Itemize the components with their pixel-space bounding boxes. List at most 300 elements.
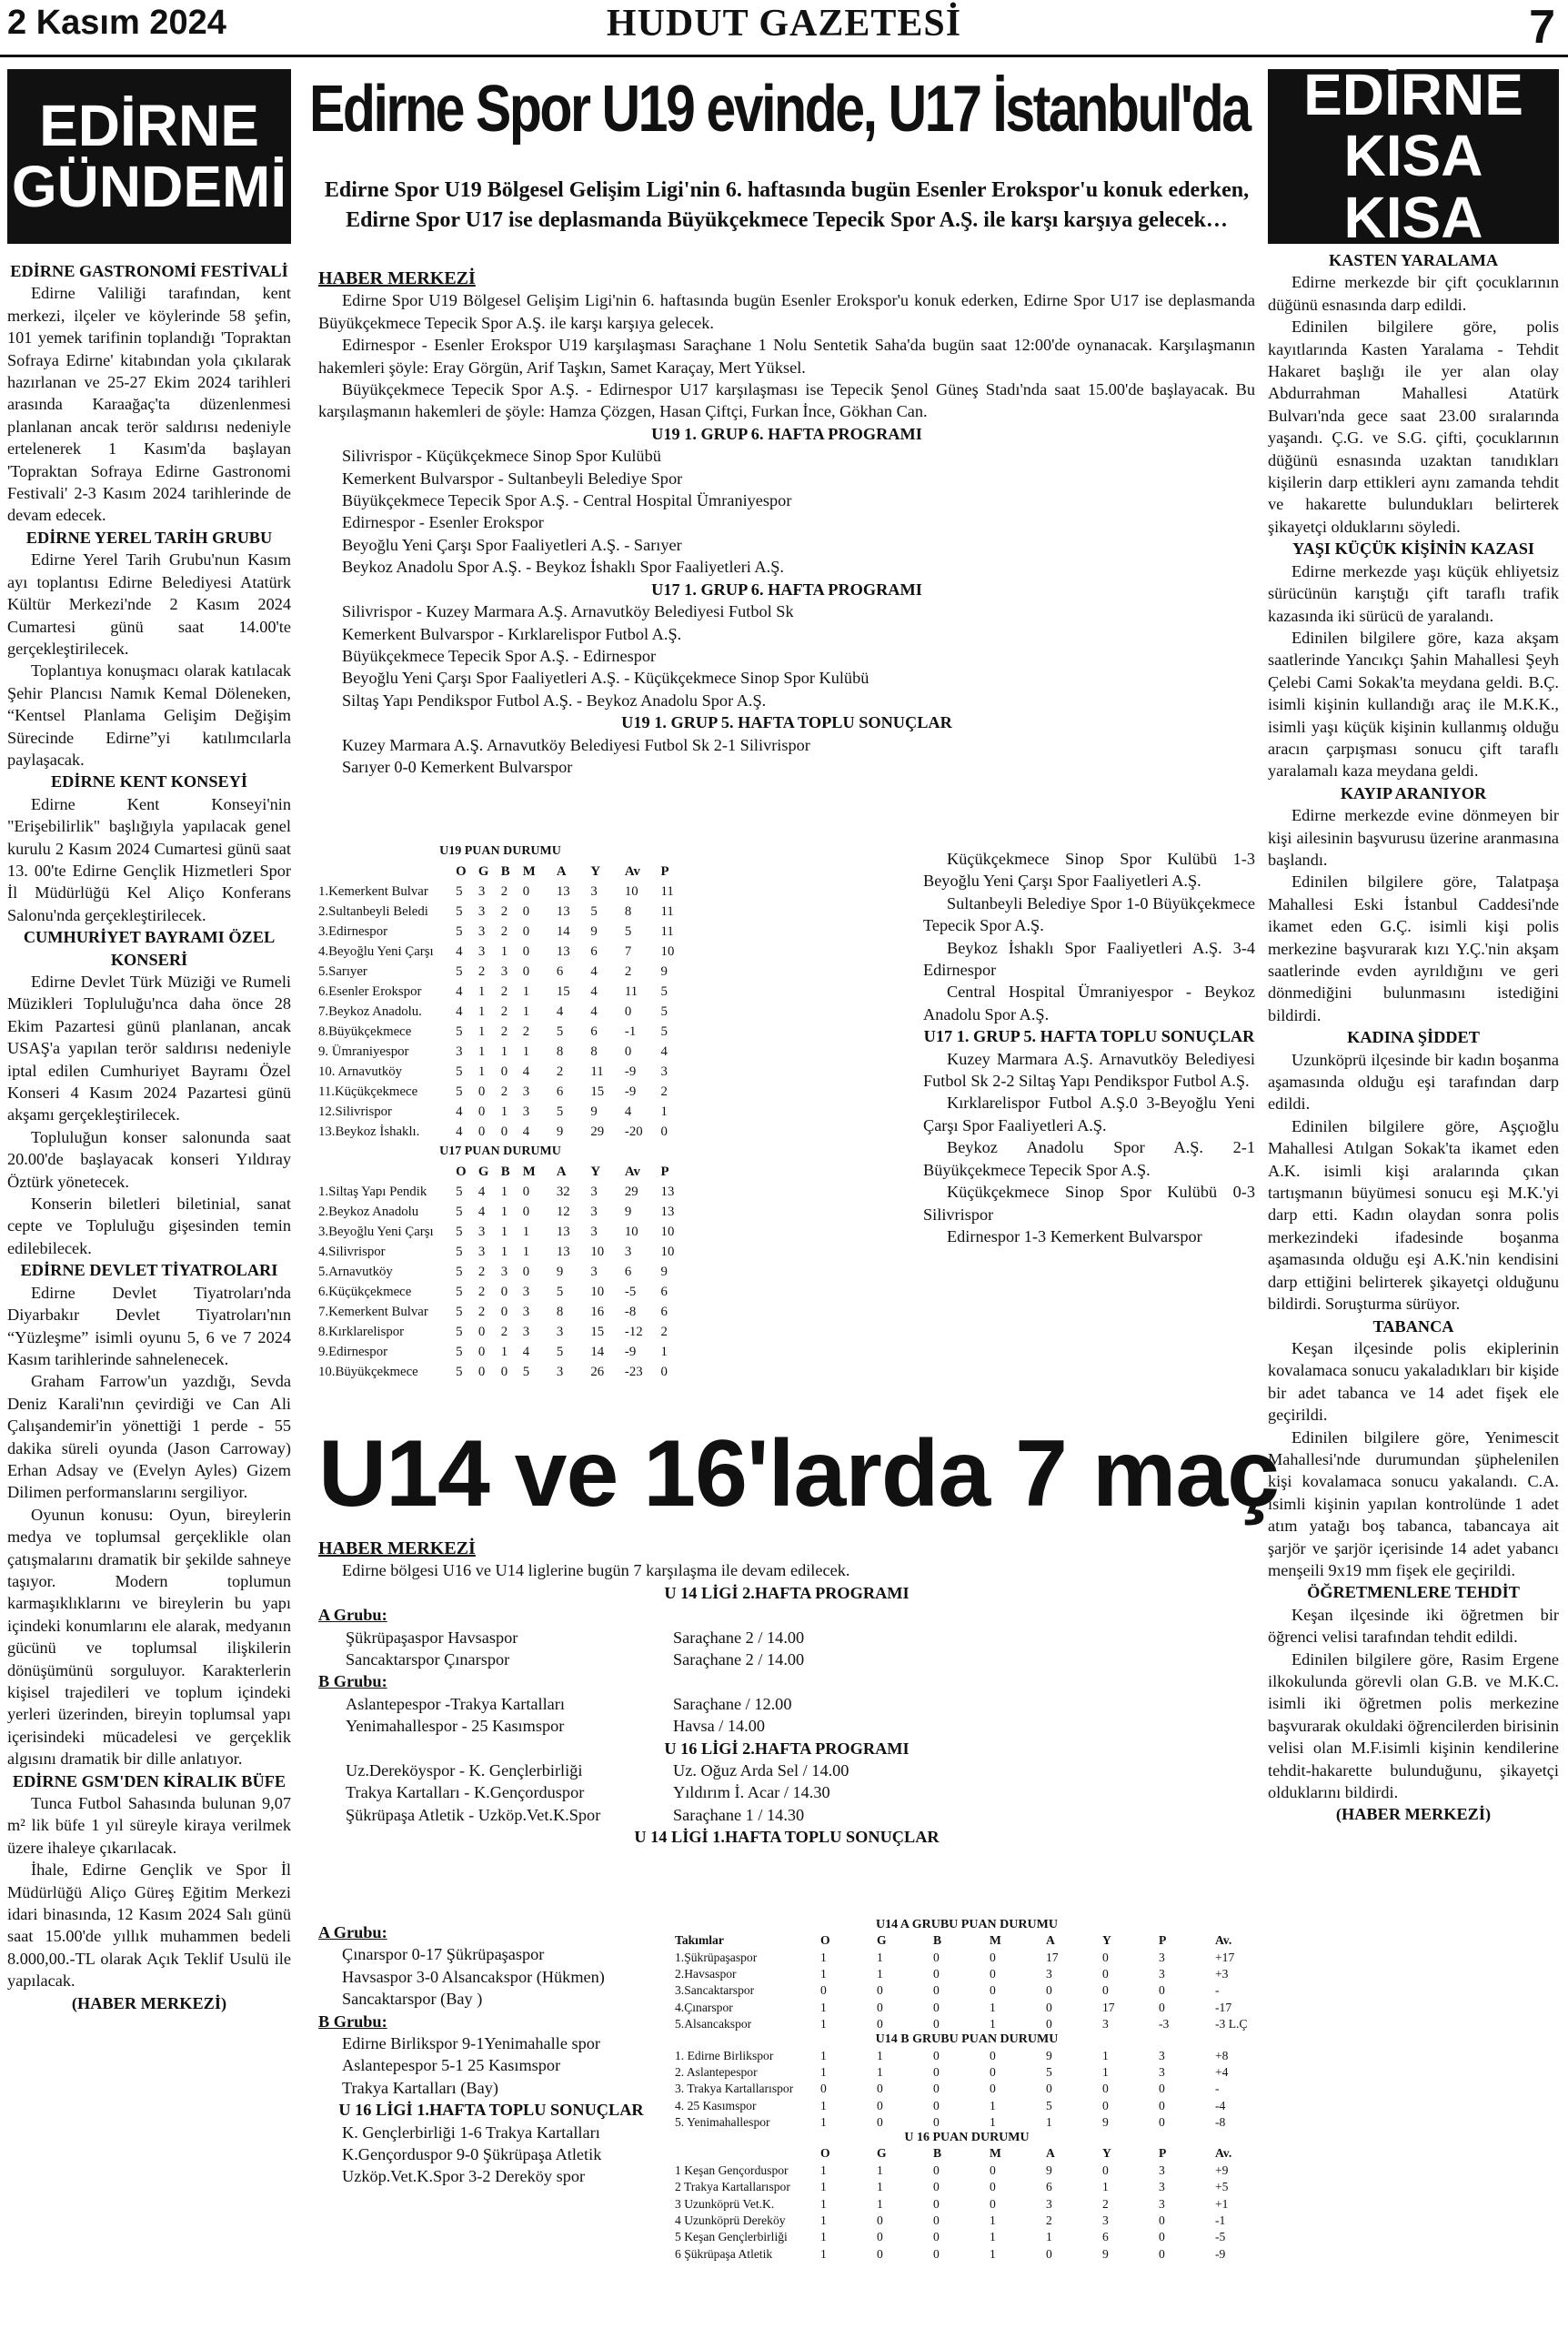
table-cell: 5 [456, 1325, 463, 1339]
table-cell: -23 [624, 1365, 643, 1379]
u16-table-title: U 16 PUAN DURUMU [904, 2131, 1030, 2145]
table-cell: 1 [500, 1245, 508, 1259]
table-cell: 1 [522, 1245, 530, 1259]
u17-standings-table [318, 1162, 682, 1382]
table-cell: 5 Keşan Gençlerbirliği [675, 2230, 788, 2244]
text-line: Havsaspor 3-0 Alsancakspor (Hükmen) [342, 1967, 605, 1986]
table-cell: 1 [877, 2064, 883, 2079]
table-cell: 3 [477, 904, 486, 919]
table-row [675, 2246, 1259, 2263]
table-row [318, 1222, 682, 1242]
article2-body [318, 1538, 1255, 1849]
table-cell: A [556, 1164, 567, 1179]
table-cell: 1 [820, 2098, 827, 2112]
table-cell: 1 [500, 1205, 508, 1219]
table-cell: 1 [522, 1044, 530, 1059]
article1-paragraphs [318, 289, 1255, 422]
news-paragraph: Edirne Valiliği tarafından, kent merkezi, ilçeler ve köylerinde 58 şefin, 101 yemek tarifinin toplandığı 'Topraktan Sofraya Edirne' kitabından yola çıkılarak hazırlanan ve 25-27 Ekim 2024 tarihleri arasında Karaağaç'ta düzenlenmesi planlanan ancak terör saldırısı nedeniyle ertelenerek 1 Kasım'da başlayan 'Topraktan Sofraya Edirne Gastronomi Festivali' 2-3 Kasım 2024 tarihlerinde de devam edecek. [7, 284, 291, 525]
table-cell: 5 [660, 1004, 668, 1019]
table-row [318, 1122, 682, 1142]
fixture-row [318, 1759, 1255, 1781]
table-cell: 0 [820, 2082, 827, 2096]
table-cell: 0 [1159, 1983, 1165, 1998]
table-cell: -9 [624, 1084, 637, 1099]
table-cell: 0 [877, 2000, 883, 2014]
table-cell: 5.Arnavutköy [318, 1265, 393, 1279]
u14a-table-title: U14 A GRUBU PUAN DURUMU [876, 1918, 1058, 1931]
table-cell: 6 [1046, 2180, 1052, 2194]
table-cell: 0 [1159, 2246, 1165, 2261]
table-cell: 8 [556, 1044, 564, 1059]
table-cell: 4.Silivrispor [318, 1245, 386, 1259]
u17-table-title: U17 PUAN DURUMU [439, 1144, 561, 1158]
table-cell: 0 [933, 2115, 940, 2130]
banner-line: EDİRNE [1303, 62, 1523, 128]
u14b-standings-table [675, 2047, 1259, 2131]
table-row [318, 1102, 682, 1122]
table-cell: 1 [877, 2180, 883, 2194]
table-cell: 0 [990, 1950, 996, 1964]
table-cell: 2.Havsaspor [675, 1966, 737, 1981]
table-cell: 1 [990, 2246, 996, 2261]
table-cell: 2 [477, 1305, 486, 1319]
table-cell: 5 [1046, 2064, 1052, 2079]
table-cell: 0 [477, 1124, 486, 1139]
table-cell: 6 [624, 1265, 632, 1279]
u16-results [318, 2122, 664, 2188]
table-cell: 8 [556, 1305, 564, 1319]
table-cell: B [933, 1933, 942, 1948]
table-cell: G [877, 2146, 887, 2161]
u19-program-list [318, 445, 1255, 578]
table-cell: 1 [477, 1044, 486, 1059]
u14-a-fixtures [318, 1627, 1255, 1671]
table-cell: -8 [624, 1305, 637, 1319]
table-cell: 1 [1102, 2048, 1109, 2062]
text-line: Küçükçekmece Sinop Spor Kulübü 1-3 Beyoğlu Yeni Çarşı Spor Faaliyetleri A.Ş. [923, 850, 1255, 891]
table-cell: 0 [500, 1124, 508, 1139]
table-cell: 2 [556, 1064, 564, 1079]
table-cell: 13 [556, 1225, 570, 1239]
table-header-row [675, 1932, 1259, 1949]
news-paragraph: Topluluğun konser salonunda saat 20.00'de başlayacak konseri Yıldıray Öztürk yönetecek. [7, 1127, 291, 1191]
table-cell: 0 [1159, 2098, 1165, 2112]
article1-subhead: Edirne Spor U19 Bölgesel Gelişim Ligi'nin 6. haftasında bugün Esenler Erokspor'u konuk ederken, Edirne Spor U17 ise deplasmanda Büyükçekmece Tepecik Spor A.Ş. ile karşı karşıya gelecek… [324, 178, 1250, 232]
table-cell: 0 [933, 2163, 940, 2177]
table-cell: B [500, 1164, 510, 1179]
article1-results-continued [923, 848, 1255, 1247]
page-number: 7 [1529, 1, 1555, 54]
text-line: Beykoz Anadolu Spor A.Ş. - Beykoz İshaklı Spor Faaliyetleri A.Ş. [342, 558, 784, 577]
table-cell: 4 [456, 1124, 463, 1139]
table-cell: O [456, 1164, 467, 1179]
table-cell: 5 [660, 984, 668, 999]
table-cell: 0 [1102, 1983, 1109, 1998]
table-cell: 5.Alsancakspor [675, 2017, 752, 2032]
table-cell: 26 [590, 1365, 605, 1379]
u19-standings-table [318, 862, 682, 1142]
table-row [675, 2179, 1259, 2195]
table-cell: 0 [933, 1983, 940, 1998]
table-cell: 1 [500, 1225, 508, 1239]
u16-standings-table [675, 2145, 1259, 2263]
table-cell: Av [624, 1164, 640, 1179]
u16-fixtures [318, 1759, 1255, 1826]
standings-tables [318, 842, 682, 1382]
fixture-teams: Yenimahallespor - 25 Kasımspor [346, 1717, 565, 1736]
table-row [318, 1302, 682, 1322]
table-cell: 3 [556, 1365, 564, 1379]
table-cell: P [1159, 2146, 1167, 2161]
table-cell: 0 [1159, 2082, 1165, 2096]
table-cell: 3 Uzunköprü Vet.K. [675, 2196, 775, 2211]
table-cell: 5 [456, 1185, 463, 1199]
table-cell: 0 [1159, 2115, 1165, 2130]
fixture-venue: Saraçhane / 12.00 [673, 1694, 792, 1713]
table-cell: 1 [660, 1104, 668, 1119]
fixture-row [318, 1781, 1255, 1803]
text-line: Edirnespor 1-3 Kemerkent Bulvarspor [947, 1226, 1202, 1245]
table-row [675, 2163, 1259, 2179]
table-cell: 1 [877, 2196, 883, 2211]
table-cell: 0 [933, 2213, 940, 2228]
table-cell: 3 [1159, 2064, 1165, 2079]
newspaper-name: HUDUT GAZETESİ [606, 3, 962, 45]
table-cell: 12 [556, 1205, 570, 1219]
fixture-venue: Saraçhane 2 / 14.00 [673, 1628, 805, 1647]
u17-program-list [318, 600, 1255, 711]
table-cell: 32 [556, 1185, 570, 1199]
news-paragraph: Konserin biletleri biletinial, sanat cepte ve Topluluğu gişesinden temin edilebilecek. [7, 1195, 291, 1257]
news-paragraph: Tunca Futbol Sahasında bulunan 9,07 m² lik büfe 1 yıl süreyle kiraya verilmek üzere ihaleye çıkarılacak. [7, 1794, 291, 1857]
table-cell: 9 [1046, 2048, 1052, 2062]
table-cell: 0 [500, 1285, 508, 1299]
table-row [318, 1282, 682, 1302]
table-row [675, 2114, 1259, 2131]
table-cell: -17 [1215, 2000, 1232, 2014]
text-line: Büyükçekmece Tepecik Spor A.Ş. - Central Hospital Ümraniyespor [342, 491, 792, 510]
table-cell: 11 [660, 924, 674, 939]
table-cell: 15 [590, 1325, 605, 1339]
table-cell: 0 [477, 1325, 486, 1339]
table-cell: 3 [500, 1265, 508, 1279]
table-cell: 1 [990, 2115, 996, 2130]
table-cell: 8.Kırklarelispor [318, 1325, 405, 1339]
left-news-column [7, 260, 291, 2014]
news-paragraph: Edirne merkezde bir çift çocuklarının düğünü esnasında darp edildi. [1268, 273, 1559, 314]
table-cell: 1. Edirne Birlikspor [675, 2048, 774, 2062]
table-cell [675, 2145, 820, 2162]
table-cell: 0 [477, 1084, 486, 1099]
news-paragraph: Oyunun konusu: Oyun, bireylerin medya ve toplumsal gerçeklikle olan çatışmalarını dramatik bir şekilde sahneye taşıyor. Modern toplumun karmaşıklıklarını ve bireylerin bu yapı içindeki konumlarını ele alarak, medyanın gücünü ve toplumsal ilişkilerin dönüşümünü sorguluyor. Karakterlerin kişisel trajedileri ve toplum içindeki yerleri üzerinden, bireyin toplumsal yapı içerisindeki mücadelesi ve gerçeklik algısını dramatik bir dille anlatıyor. [7, 1505, 291, 1769]
table-cell: 1.Kemerkent Bulvar [318, 884, 428, 899]
table-cell: 4 [456, 984, 463, 999]
table-cell: 2 [1046, 2213, 1052, 2228]
u19-results-title: U19 1. GRUP 5. HAFTA TOPLU SONUÇLAR [621, 713, 952, 732]
table-cell: 0 [1046, 2000, 1052, 2014]
table-cell: 3 [590, 884, 598, 899]
table-cell: 9 [590, 1104, 598, 1119]
news-paragraph: Edinilen bilgilere göre, Talatpaşa Mahallesi Eski İstanbul Caddesi'nde ikamet eden G.Ç. isimli kişi polis merkezine başvurarak kızı Y.Ç.'nin akşam saatlerinde evden ayrıldığını ve geri dönmediğini bulunmasını istediğini bildirdi. [1268, 872, 1559, 1024]
table-cell: 1 [500, 1185, 508, 1199]
table-header-row [318, 862, 682, 882]
text-line: K. Gençlerbirliği 1-6 Trakya Kartalları [342, 2122, 600, 2142]
section-heading: KADINA ŞİDDET [1347, 1028, 1480, 1047]
table-cell: 15 [590, 1084, 605, 1099]
table-cell: 5 [556, 1104, 564, 1119]
article1-headline: Edirne Spor U19 evinde, U17 İstanbul'da [309, 73, 1250, 146]
table-cell: O [820, 1933, 830, 1948]
table-cell: 8 [624, 904, 632, 919]
table-cell: 13 [660, 1205, 675, 1219]
table-cell: 6 Şükrüpaşa Atletik [675, 2246, 773, 2261]
table-cell: 1 [990, 2017, 996, 2032]
edirne-gundemi-banner [7, 69, 291, 244]
table-cell: 1 [877, 2163, 883, 2177]
table-cell: 4 [590, 1004, 598, 1019]
table-cell: 10 [660, 1225, 675, 1239]
table-cell: 5 [624, 924, 632, 939]
table-cell: 3 [522, 1084, 530, 1099]
table-cell: -4 [1215, 2098, 1226, 2112]
table-cell: 4.Beyoğlu Yeni Çarşı [318, 944, 434, 959]
section-heading: TABANCA [1372, 1316, 1454, 1336]
table-cell: 0 [933, 1966, 940, 1981]
section-heading: EDİRNE KENT KONSEYİ [50, 772, 248, 791]
table-cell: +17 [1215, 1950, 1235, 1964]
table-cell: 17 [1046, 1950, 1059, 1964]
table-cell: 0 [877, 2230, 883, 2244]
table-cell: 9 [1102, 2115, 1109, 2130]
table-cell: 3 [522, 1285, 530, 1299]
table-row [318, 1022, 682, 1042]
table-cell: 1 [1102, 2180, 1109, 2194]
table-row [675, 2229, 1259, 2245]
table-cell: 0 [624, 1004, 632, 1019]
table-cell: 5 [456, 1024, 463, 1039]
table-cell: 5 [556, 1285, 564, 1299]
table-cell: A [1046, 1933, 1055, 1948]
table-cell: 0 [933, 2180, 940, 2194]
table-cell: 5 [456, 1084, 463, 1099]
news-paragraph: Edirne Devlet Türk Müziği ve Rumeli Müzikleri Topluluğu'nca daha önce 28 Ekim Pazartesi günü planlanan, ancak USAŞ'a yapılan terör saldırısı nedeniyle iptal edilen Cumhuriyet Bayramı Özel Konseri 4 Kasım 2024 Pazartesi günü akşamı gerçekleştirilecek. [7, 973, 291, 1124]
table-cell: 13 [556, 884, 570, 899]
table-cell: 1 [990, 2213, 996, 2228]
table-cell: 2 [660, 1325, 668, 1339]
u14-b-results [318, 2032, 664, 2099]
table-cell: 9 [624, 1205, 632, 1219]
table-cell: Y [590, 1164, 601, 1179]
table-cell: 11.Küçükçekmece [318, 1084, 418, 1099]
table-row [318, 982, 682, 1002]
text-line: Siltaş Yapı Pendikspor Futbol A.Ş. - Beykoz Anadolu Spor A.Ş. [342, 691, 767, 710]
table-cell: 0 [877, 2115, 883, 2130]
table-cell: 0 [990, 2196, 996, 2211]
fixture-row [318, 1804, 1255, 1826]
table-cell: 3 [1046, 2196, 1052, 2211]
text-line: Edirnespor - Esenler Erokspor [342, 513, 544, 532]
table-row [675, 2064, 1259, 2081]
table-cell: O [456, 864, 467, 879]
table-cell: 4 [556, 1004, 564, 1019]
table-cell: 5 [456, 1305, 463, 1319]
table-cell: 3 [1159, 2163, 1165, 2177]
table-cell: 0 [933, 2082, 940, 2096]
table-cell: 0 [477, 1365, 486, 1379]
table-cell: 2 [500, 1024, 508, 1039]
news-paragraph: Edirne Kent Konseyi'nin "Erişebilirlik" başlığıyla yapılacak genel kurulu 2 Kasım 2024 Cumartesi günü saat 13. 00'te Edirne Gençlik Hizmetleri Spor İl Müdürlüğü Kel Aliço Konferans Salonu'nda gerçekleştirilecek. [7, 794, 291, 924]
table-cell: 0 [990, 2180, 996, 2194]
u19-results-list [318, 734, 1255, 779]
table-cell: 0 [990, 2064, 996, 2079]
u19-program-title: U19 1. GRUP 6. HAFTA PROGRAMI [651, 424, 922, 443]
table-row [675, 1966, 1259, 1982]
table-cell: 1 [877, 1950, 883, 1964]
u17-results-title: U17 1. GRUP 5. HAFTA TOPLU SONUÇLAR [923, 1027, 1255, 1046]
table-cell: 3. Trakya Kartallarıspor [675, 2082, 794, 2096]
table-cell: 3 [500, 964, 508, 979]
table-cell: 0 [877, 2017, 883, 2032]
article2-byline: HABER MERKEZİ [318, 1538, 476, 1558]
table-cell: 0 [522, 1265, 530, 1279]
table-cell: 6 [660, 1305, 668, 1319]
table-cell: 3 [456, 1044, 463, 1059]
news-paragraph: Edirne Devlet Tiyatroları'nda Diyarbakır Devlet Tiyatroları'nın “Yüzleşme” isimli oyunu 5, 6 ve 7 2024 Kasım tarihlerinde sahnelenecek. [7, 1283, 291, 1368]
news-paragraph: Edirne merkezde evine dönmeyen bir kişi ailesinin başvurusu üzerine aranmasına başlandı. [1268, 806, 1559, 869]
news-paragraph: Graham Farrow'un yazdığı, Sevda Deniz Karali'nın çevirdiği ve Can Ali Çalışandemir'in yönettiği 1 perde - 55 dakika süreli oyunda (Jason Carroway) Erhan Adsay ve (Evelyn Ayles) Gizem Dilimen performanslarını sergiliyor. [7, 1372, 291, 1502]
table-cell: 1 [500, 1104, 508, 1119]
table-cell: -5 [1215, 2230, 1226, 2244]
table-cell: 6.Küçükçekmece [318, 1285, 412, 1299]
table-cell: 0 [522, 1185, 530, 1199]
table-cell: 6 [660, 1285, 668, 1299]
text-line: Kırklarelispor Futbol A.Ş.0 3-Beyoğlu Yeni Çarşı Spor Faaliyetleri A.Ş. [923, 1094, 1255, 1134]
table-row [675, 2047, 1259, 2063]
text-line: Uzköp.Vet.K.Spor 3-2 Dereköy spor [342, 2167, 586, 2186]
text-line: Çınarspor 0-17 Şükrüpaşaspor [342, 1945, 545, 1964]
u17-results-list [923, 1048, 1255, 1248]
table-cell: 2 [477, 1285, 486, 1299]
table-cell: M [990, 1933, 1001, 1948]
fixture-venue: Havsa / 14.00 [673, 1717, 766, 1736]
table-row [318, 962, 682, 982]
table-cell: 5 [456, 1205, 463, 1219]
u14a-standings-table [675, 1932, 1259, 2032]
table-cell: 1 [990, 2230, 996, 2244]
text-line: Büyükçekmece Tepecik Spor A.Ş. - Edirnespor [342, 646, 657, 665]
table-cell: 5 [456, 904, 463, 919]
article2-intro: Edirne bölgesi U16 ve U14 liglerine bugün 7 karşılaşma ile devam edilecek. [342, 1561, 850, 1580]
table-cell: 0 [933, 2048, 940, 2062]
table-row [318, 1062, 682, 1082]
table-cell: 29 [590, 1124, 605, 1139]
news-paragraph: Uzunköprü ilçesinde bir kadın boşanma aşamasında olduğu eşi tarafından darp edildi. [1268, 1050, 1559, 1114]
table-cell: 10 [624, 1225, 638, 1239]
text-line: Silivrispor - Kuzey Marmara A.Ş. Arnavutköy Belediyesi Futbol Sk [342, 602, 794, 621]
table-row [318, 1242, 682, 1262]
table-row [318, 1082, 682, 1102]
table-cell: 1 [500, 944, 508, 959]
section-heading: KASTEN YARALAMA [1328, 251, 1499, 269]
news-paragraph: Toplantıya konuşmacı olarak katılacak Şehir Plancısı Namık Kemal Döleneken, “Kentsel Planlama Gelişim Değişim Sürecinde Edirne”yi katılımcılarla paylaşacak. [7, 661, 291, 769]
table-cell: 9 [590, 924, 598, 939]
table-row [318, 902, 682, 922]
table-cell: +4 [1215, 2064, 1229, 2079]
table-cell: 1 [820, 2064, 827, 2079]
table-cell: 17 [1102, 2000, 1115, 2014]
table-cell: 4 [456, 944, 463, 959]
table-cell: 3 [590, 1205, 598, 1219]
table-cell: 1 [820, 2196, 827, 2211]
table-cell: 2 [477, 964, 486, 979]
table-cell: 29 [624, 1185, 638, 1199]
text-line: Central Hospital Ümraniyespor - Beykoz Anadolu Spor A.Ş. [923, 983, 1255, 1023]
table-cell: +9 [1215, 2163, 1229, 2177]
table-cell: 0 [1102, 2098, 1109, 2112]
table-cell: 1 [820, 1950, 827, 1964]
table-cell: 5 [456, 1245, 463, 1259]
fixture-venue: Uz. Oğuz Arda Sel / 14.00 [673, 1761, 849, 1780]
table-cell: -3 L.Ç [1215, 2017, 1248, 2032]
table-cell: 1 [500, 1044, 508, 1059]
table-cell: 0 [1102, 2163, 1109, 2177]
table-cell: +1 [1215, 2196, 1229, 2211]
table-cell: 13.Beykoz İshaklı. [318, 1124, 420, 1139]
section-heading: EDİRNE GASTRONOMİ FESTİVALİ [10, 262, 288, 280]
table-cell: B [500, 864, 510, 879]
table-cell: 5 [456, 1265, 463, 1279]
header-rule [0, 55, 1568, 57]
table-cell: 0 [1102, 1950, 1109, 1964]
table-cell: M [522, 864, 536, 879]
table-cell: 0 [990, 1983, 996, 1998]
table-cell: 3 [624, 1245, 632, 1259]
news-paragraph: Edirne Yerel Tarih Grubu'nun Kasım ayı toplantısı Edirne Belediyesi Atatürk Kültür Merkezi'nde 2 Kasım 2024 Cumartesi günü saat 14.00'te gerçekleştirilecek. [7, 550, 291, 658]
table-cell: 1 [820, 2115, 827, 2130]
table-cell: 4.Çınarspor [675, 2000, 733, 2014]
news-paragraph: Keşan ilçesinde iki öğretmen bir öğrenci velisi tarafından tehdit edildi. [1268, 1605, 1559, 1647]
table-cell: 10 [590, 1285, 605, 1299]
table-cell: 0 [933, 2000, 940, 2014]
table-cell: 4 [522, 1064, 530, 1079]
table-cell: 0 [933, 2064, 940, 2079]
table-cell: 10.Büyükçekmece [318, 1365, 418, 1379]
news-paragraph: Edinilen bilgilere göre, polis kayıtlarında Kasten Yaralama - Tehdit Hakaret başlığı ile yer alan olay Abdurrahman Mahallesi Atatürk Bulvarı'nda gece saat 23.00 sıralarında yaşandı. Ç.G. ve S.G. çifti, çocuklarının düğünü esnasında uzaktan tanıdıkları kişilerin darp ettikleri aynı zamanda tehdit ve hakarette bulundukları belirterek şikayetçi olduklarını söyledi. [1268, 318, 1559, 536]
table-cell: 7.Kemerkent Bulvar [318, 1305, 428, 1319]
news-paragraph: Edirne merkezde yaşı küçük ehliyetsiz sürücünün karıştığı çift taraflı trafik kazasında iki sürücü de yaralandı. [1268, 561, 1559, 625]
table-cell: -9 [624, 1064, 637, 1079]
table-cell: +8 [1215, 2048, 1229, 2062]
fixture-teams: Trakya Kartalları - K.Gençorduspor [346, 1783, 585, 1802]
table-cell: 0 [877, 2098, 883, 2112]
table-cell: -5 [624, 1285, 637, 1299]
table-cell: 10 [660, 944, 675, 959]
table-cell: 3 [1159, 2048, 1165, 2062]
table-cell: -8 [1215, 2115, 1226, 2130]
edirne-kisa-kisa-banner [1268, 62, 1559, 250]
table-row [318, 882, 682, 902]
table-cell: 1 [990, 2000, 996, 2014]
table-row [318, 1202, 682, 1222]
table-cell: 0 [522, 1205, 530, 1219]
table-cell: - [1215, 2082, 1220, 2096]
table-cell: 3 [590, 1265, 598, 1279]
table-cell: 5 [556, 1345, 564, 1359]
table-cell: 3 [590, 1185, 598, 1199]
table-cell: 4 [590, 964, 598, 979]
fixture-row [318, 1648, 1255, 1670]
table-cell: 9 [556, 1265, 564, 1279]
